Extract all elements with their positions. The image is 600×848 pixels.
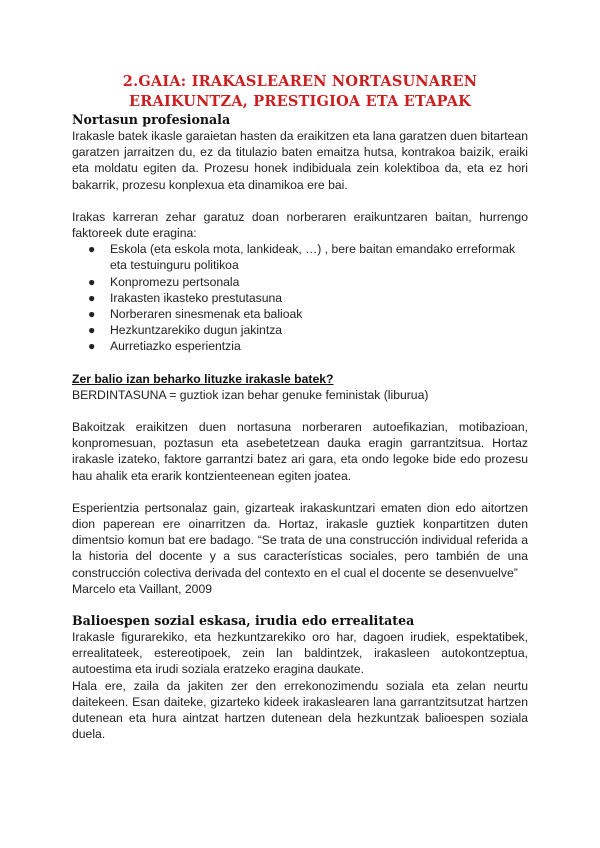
list-item: ● Aurretiazko esperientzia [88, 339, 241, 354]
paragraph: Esperientzia pertsonalaz gain, gizarteak irakaskuntzari ematen dion edo aitortzen dion paperean ere oinarritzen da. Hortaz, irakasle guztiek konpartitzen duten dimentsio komun bat ere badago. “Se trata de una construcción individual referida a la historia del docente y a sus características sociales, pero también de una construcción colectiva derivada del contexto en el cual el docente se desenvuelve” [72, 500, 528, 580]
bullet-icon: ● [88, 290, 96, 305]
paragraph: Bakoitzak eraikitzen duen nortasuna norberaren autoefikazian, motibazioan, konpromesuan, poztasun eta asebetetzean dauka eragin garrantzitsua. Hortaz irakasle izateko, faktore garrantzi batez ari gara, eta ondo legoke bide edo prozesu hau ahalik eta erarik kontzienteenean egiten joatea. [72, 420, 528, 483]
list-item: ● Irakasten ikasteko prestutasuna [88, 290, 283, 305]
bullet-icon: ● [88, 307, 96, 322]
paragraph: Irakasle figurarekiko, eta hezkuntzarekiko oro har, dagoen irudiek, espektatibek, errealitateek, estereotipoek, zein lan baldintzek, irakasleen autokontzeptua, autoestima eta irudi soziala eratzeko eragina daukate. [72, 630, 528, 677]
question-heading: Zer balio izan beharko lituzke irakasle batek? [72, 371, 334, 386]
bullet-icon: ● [88, 274, 96, 289]
spacer [72, 484, 528, 500]
paragraph: Irakas karreran zehar garatuz doan norberaren eraikuntzaren baitan, hurrengo faktoreek dute eragina: [72, 209, 528, 241]
list-item: ● Norberaren sinesmenak eta balioak [88, 307, 303, 322]
paragraph: Hala ere, zaila da jakiten zer den errekonozimendu soziala eta zelan neurtu daitekeen. Esan daiteke, gizarteko kideek irakaslearen lana garrantzitsutzat hartzen dutenean eta hura aintzat hartzen dutenean dela hezkuntzak balioespen soziala duela. [72, 678, 528, 742]
section-heading-balioespen: Balioespen sozial eskasa, irudia edo errealitatea [72, 613, 415, 629]
spacer [72, 193, 528, 209]
citation: Marcelo eta Vaillant, 2009 [72, 581, 213, 596]
spacer [72, 597, 528, 613]
page-title: 2.GAIA: IRAKASLEAREN NORTASUNAREN ERAIKUNTZA, PRESTIGIOA ETA ETAPAK [122, 73, 478, 110]
spacer [72, 403, 528, 419]
paragraph: Irakasle batek ikasle garaietan hasten da eraikitzen eta lana garatzen duen bitartean garatzen jarraitzen du, ez da titulazio baten emaitza hutsa, kontrakoa baizik, eraiki eta moldatu egiten da. Prozesu honek indibiduala zein kolektiboa da, eta ez hori bakarrik, prozesu konplexua eta dinamikoa ere bai. [72, 129, 528, 192]
list-item: ● Hezkuntzarekiko dugun jakintza [88, 323, 283, 338]
bullet-icon: ● [88, 242, 96, 257]
list-item: ● Konpromezu pertsonala [88, 274, 240, 289]
section-heading-nortasun: Nortasun profesionala [72, 112, 231, 127]
spacer [72, 355, 528, 371]
paragraph: BERDINTASUNA = guztiok izan behar genuke feministak (liburua) [72, 387, 429, 402]
document-page [72, 72, 528, 743]
factor-list [72, 241, 528, 354]
list-item: ● Eskola (eta eskola mota, lankideak, …) , bere baitan emandako erreformak eta testuinguru politikoa [88, 242, 516, 273]
bullet-icon: ● [88, 323, 96, 338]
bullet-icon: ● [88, 339, 96, 354]
